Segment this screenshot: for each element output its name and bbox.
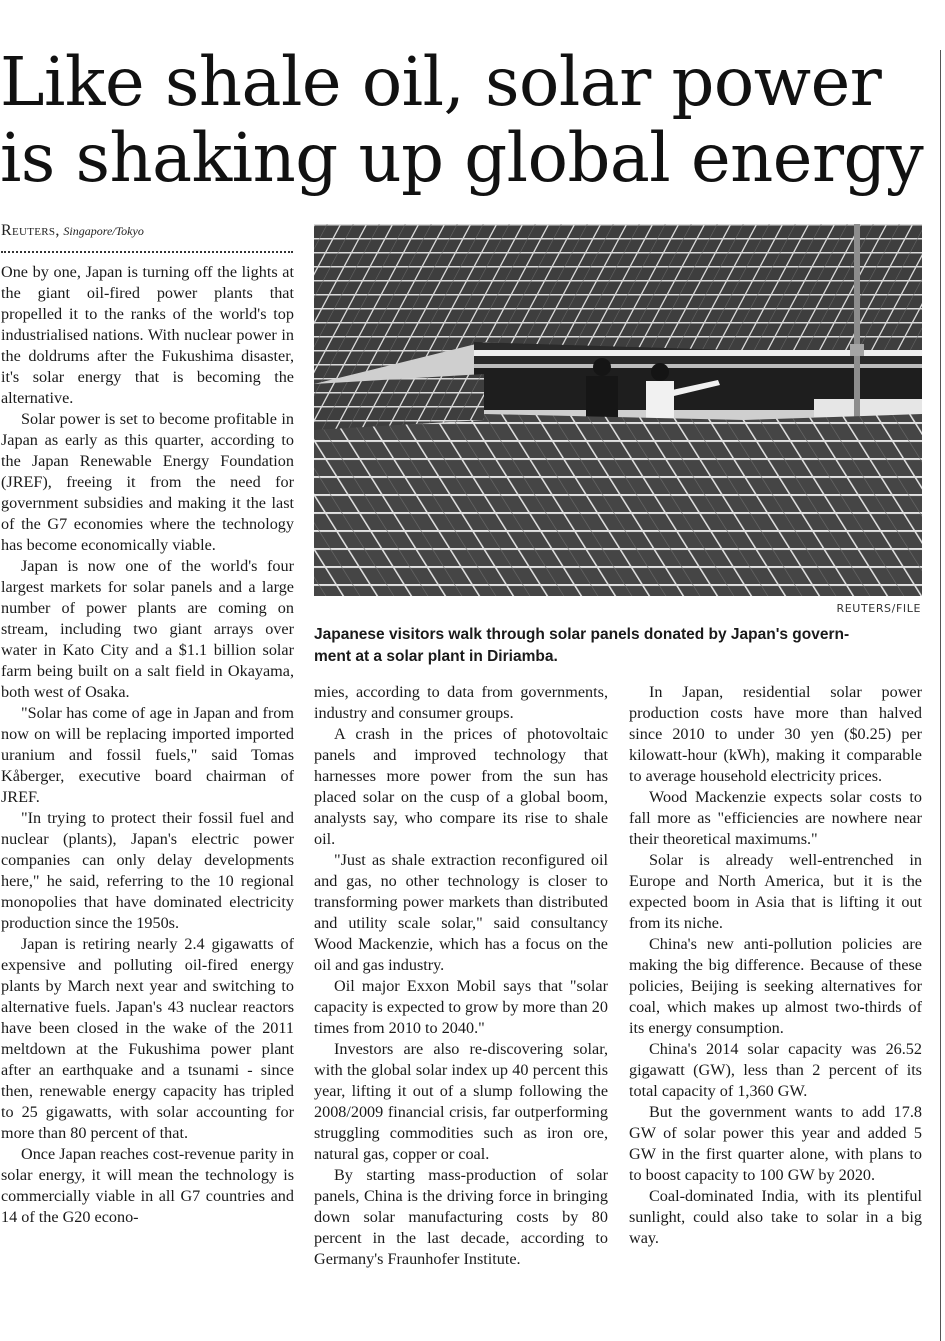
paragraph: "Just as shale extraction reconfigured oil and gas, no other technology is closer to transforming power markets than distributed and utility scale solar," said consultancy Wood Mackenzie, which has a focus on the oil and gas industry. [314,851,608,974]
paragraph: By starting mass-production of solar panels, China is the driving force in bringing down solar manufacturing costs by 80 percent in the last decade, according to Germany's Fraunhofer Institute. [314,1166,608,1268]
paragraph: Oil major Exxon Mobil says that "solar capacity is expected to grow by more than 20 times from 2010 to 2040." [314,977,608,1037]
paragraph: A crash in the prices of photovoltaic panels and improved technology that harnesses more power from the sun has placed solar on the cusp of a global boom, analysts say, who compare its rise to shale oil. [314,725,608,848]
column-rule [940,50,941,1341]
byline-place: Singapore/Tokyo [63,224,144,238]
paragraph: One by one, Japan is turning off the lights at the giant oil-fired power plants that propelled it to the ranks of the world's top industrialised nations. With nuclear power in the doldrums after the Fukushima disaster, it's solar energy that is becoming the alternative. [1,263,294,407]
paragraph: Solar power is set to become profitable in Japan as early as this quarter, according to the Japan Renewable Energy Foundation (JREF), freeing it from the need for government subsidies and making it the last of the G7 economies where the technology has become economically viable. [1,410,294,554]
paragraph: Solar is already well-entrenched in Europe and North America, but it is the expected boom in Asia that is lifting it out from its niche. [629,851,922,932]
paragraph: But the government wants to add 17.8 GW of solar power this year and added 5 GW in the first quarter alone, with plans to to boost capacity to 100 GW by 2020. [629,1103,922,1184]
paragraph: In Japan, residential solar power production costs have more than halved since 2010 to under 30 yen ($0.25) per kilowatt-hour (kWh), making it comparable to average household electricity prices. [629,683,922,785]
paragraph: Wood Mackenzie expects solar costs to fall more as "efficiencies are nowhere near their theoretical maximums." [629,788,922,848]
paragraph: Coal-dominated India, with its plentiful sunlight, could also take to solar in a big way. [629,1187,922,1247]
solar-panels-photo-icon [314,224,922,596]
paragraph: Once Japan reaches cost-revenue parity in solar energy, it will mean the technology is commercially viable in all G7 countries and 14 of the G20 econo- [1,1145,294,1226]
byline [1,222,144,240]
paragraph: "In trying to protect their fossil fuel and nuclear (plants), Japan's electric power companies can only delay developments here," he said, referring to the 10 regional monopolies that have dominated electricity production since the 1950s. [1,809,294,932]
article-column-3 [629,682,922,1341]
photo-credit: REUTERS/FILE [836,602,921,615]
paragraph: Japan is now one of the world's four largest markets for solar panels and a large number of power plants are coming on stream, including two giant arrays over water in Kato City and a $1.1 billion solar farm being built on a salt field in Okayama, both west of Osaka. [1,557,294,701]
headline-line-1: Like shale oil, solar power [0,43,882,121]
byline-divider [1,251,293,253]
paragraph: China's 2014 solar capacity was 26.52 gigawatt (GW), less than 2 percent of its total capacity of 1,360 GW. [629,1040,922,1100]
article-column-1 [1,262,294,1341]
article-column-2 [314,682,608,1341]
headline [0,44,940,196]
photo-caption [314,624,914,668]
paragraph: "Solar has come of age in Japan and from now on will be replacing imported imported uranium and fossil fuels," said Tomas Kåberger, executive board chairman of JREF. [1,704,294,806]
news-photo [314,224,922,596]
paragraph: China's new anti-pollution policies are making the big difference. Because of these policies, Beijing is seeking alternatives for coal, which makes up almost two-thirds of its energy consumption. [629,935,922,1037]
headline-line-2: is shaking up global energy [0,119,924,197]
photo-caption-line-2: ment at a solar plant in Diriamba. [314,648,558,665]
paragraph: Japan is retiring nearly 2.4 gigawatts of expensive and polluting oil-fired energy plants by March next year and switching to alternative fuels. Japan's 43 nuclear reactors have been closed in the wake of the 2011 meltdown at the Fukushima power plant after an earthquake and a tsunami - since then, renewable energy capacity has tripled to 25 gigawatts, with solar accounting for more than 80 percent of that. [1,935,294,1142]
byline-agency: Reuters, [1,222,60,239]
photo-caption-line-1: Japanese visitors walk through solar panels donated by Japan's govern- [314,626,850,643]
paragraph: Investors are also re-discovering solar, with the global solar index up 40 percent this year, lifting it out of a slump following the 2008/2009 financial crisis, far outperforming struggling commodities such as iron ore, natural gas, copper or coal. [314,1040,608,1163]
paragraph: mies, according to data from governments, industry and consumer groups. [314,683,608,722]
